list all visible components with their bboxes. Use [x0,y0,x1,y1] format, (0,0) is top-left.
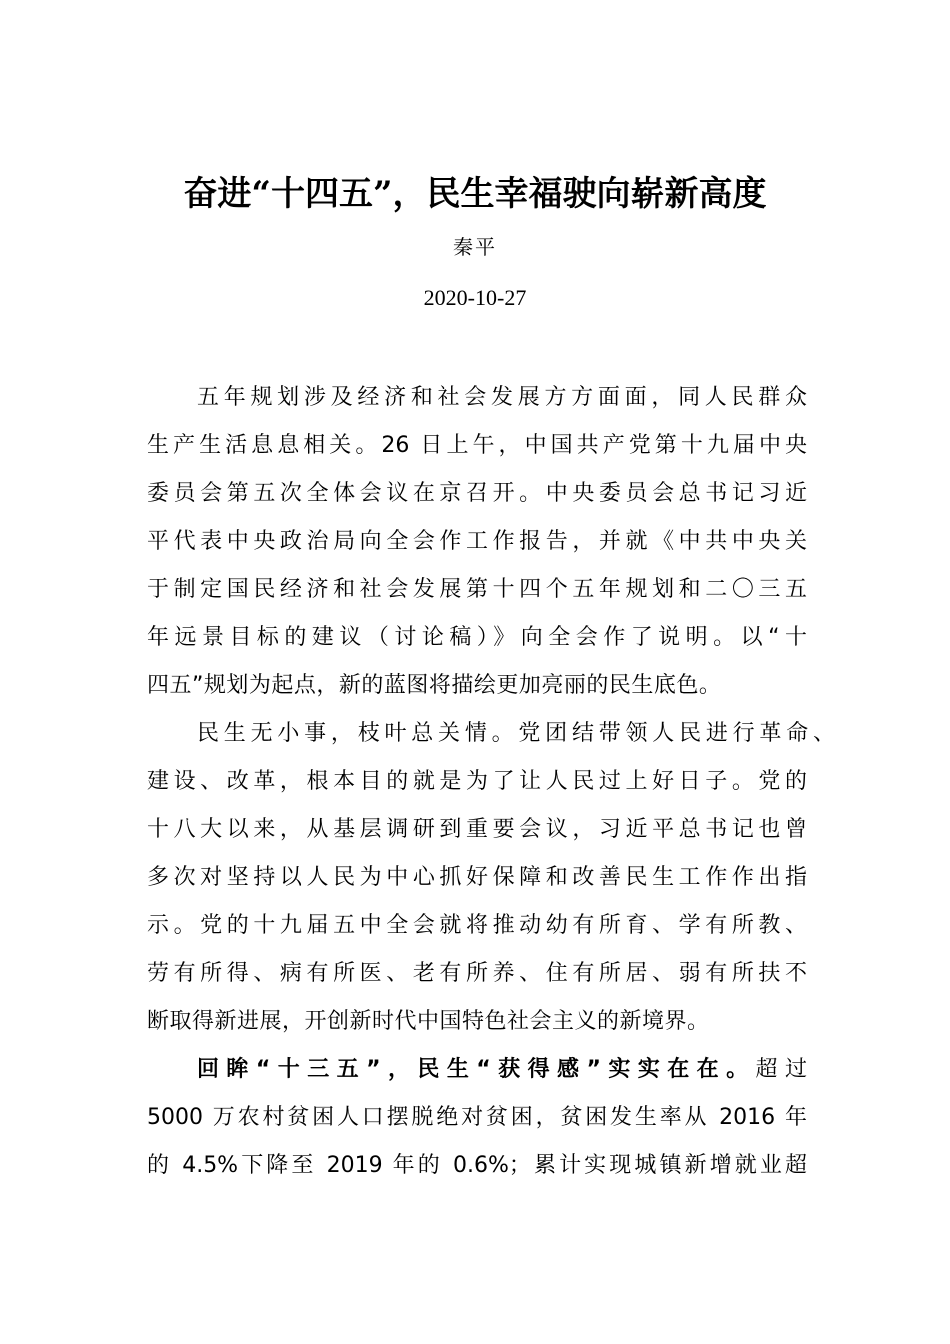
paragraph-3-line-1 [147,1046,807,1094]
article-body [147,374,835,1190]
paragraph-1-line-6: 年远景目标的建议（讨论稿）》向全会作了说明。以“十 [147,625,807,650]
paragraph-3-line-3: 的 4.5%下降至 2019 年的 0.6%；累计实现城镇新增就业超 [147,1153,807,1178]
article-title: 奋进“十四五”，民生幸福驶向崭新高度 [183,174,767,214]
article-author: 秦平 [453,235,497,259]
paragraph-3-lead-heading: 回眸“十三五”，民生“获得感”实实在在。 [197,1057,756,1082]
paragraph-2-line-5: 示。党的十九届五中全会就将推动幼有所育、学有所教、 [147,913,807,938]
paragraph-2-line-3: 十八大以来，从基层调研到重要会议，习近平总书记也曾 [147,817,807,842]
paragraph-2-line-4: 多次对坚持以人民为中心抓好保障和改善民生工作作出指 [147,865,807,890]
paragraph-1-line-4: 平代表中央政治局向全会作工作报告，并就《中共中央关 [147,529,807,554]
paragraph-1-line-7: 四五”规划为起点，新的蓝图将描绘更加亮丽的民生底色。 [147,673,722,698]
paragraph-3-line-1-text: 超过 [755,1057,807,1082]
paragraph-2-line-2: 建设、改革，根本目的就是为了让人民过上好日子。党的 [147,769,807,794]
paragraph-1-line-5: 于制定国民经济和社会发展第十四个五年规划和二〇三五 [147,577,807,602]
paragraph-1-line-1: 五年规划涉及经济和社会发展方方面面，同人民群众 [197,385,807,410]
paragraph-3-line-2: 5000 万农村贫困人口摆脱绝对贫困，贫困发生率从 2016 年 [147,1105,807,1130]
article-date: 2020-10-27 [423,285,527,310]
paragraph-1-line-3: 委员会第五次全体会议在京召开。中央委员会总书记习近 [147,481,807,506]
paragraph-2-line-1: 民生无小事，枝叶总关情。党团结带领人民进行革命、 [197,721,835,746]
paragraph-1-line-2: 生产生活息息相关。26 日上午，中国共产党第十九届中央 [147,433,807,458]
paragraph-2-line-6: 劳有所得、病有所医、老有所养、住有所居、弱有所扶不 [147,961,807,986]
paragraph-2-line-7: 断取得新进展，开创新时代中国特色社会主义的新境界。 [147,1009,710,1034]
